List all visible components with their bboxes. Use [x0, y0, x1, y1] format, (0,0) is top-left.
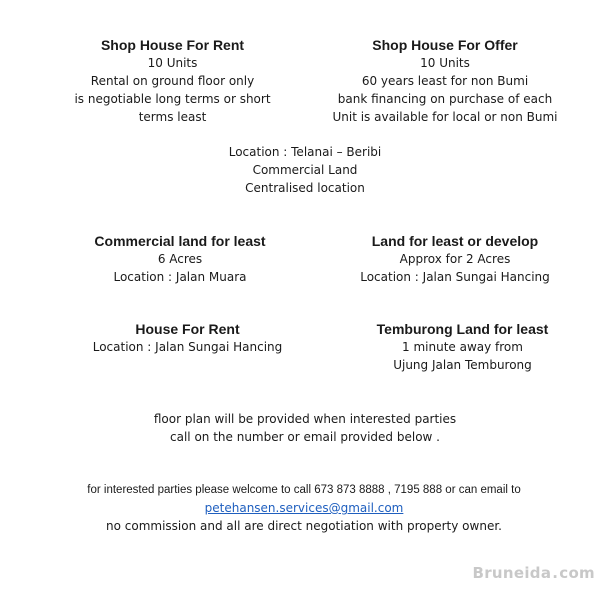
listing-heading: Land for least or develop: [371, 233, 539, 249]
listing-line: Approx for 2 Acres: [399, 252, 511, 266]
listing-land-develop: [340, 232, 570, 286]
listing-heading: Shop House For Rent: [100, 37, 245, 53]
listing-commercial-land: [80, 232, 280, 286]
contact-intro: for interested parties please welcome to call 673 873 8888 , 7195 888 or can email to: [87, 484, 521, 496]
listing-heading: Temburong Land for least: [376, 321, 549, 337]
watermark-tld: com: [559, 564, 595, 582]
listing-temburong-land: [345, 320, 580, 374]
listing-line: Location : Jalan Muara: [113, 270, 247, 284]
listing-line: 10 Units: [147, 56, 198, 70]
listing-line: Rental on ground floor only: [90, 74, 255, 88]
watermark-separator: .: [552, 564, 559, 582]
listing-line: 1 minute away from: [402, 340, 523, 354]
location-line: Location : Telanai – Beribi: [228, 145, 382, 159]
listing-heading: Commercial land for least: [94, 233, 266, 249]
listing-heading: Shop House For Offer: [372, 37, 518, 53]
listing-house-rent: [75, 320, 300, 356]
listing-line: Unit is available for local or non Bumi: [332, 110, 558, 124]
floor-plan-note: [130, 410, 480, 446]
listing-line: Location : Jalan Sungai Hancing: [360, 270, 550, 284]
bruneida-watermark: [473, 564, 596, 582]
location-telanai-beribi: [190, 143, 420, 197]
contact-email-row: [44, 499, 564, 517]
contact-closing: no commission and all are direct negotiation with property owner.: [106, 519, 502, 533]
watermark-name: Bruneida: [472, 564, 552, 582]
listing-line: terms least: [138, 110, 207, 124]
listing-shop-house-rent: [60, 36, 285, 126]
listing-line: is negotiable long terms or short: [74, 92, 271, 106]
listing-shop-house-offer: [320, 36, 570, 126]
listing-line: Ujung Jalan Temburong: [393, 358, 532, 372]
location-line: Commercial Land: [252, 163, 358, 177]
note-line: floor plan will be provided when interested parties: [153, 412, 457, 426]
listing-heading: House For Rent: [135, 321, 240, 337]
contact-info: [44, 481, 564, 535]
listing-line: Location : Jalan Sungai Hancing: [92, 340, 283, 354]
listing-line: 10 Units: [420, 56, 470, 70]
listing-line: bank financing on purchase of each: [337, 92, 553, 106]
note-line: call on the number or email provided below .: [170, 430, 440, 444]
email-link[interactable]: petehansen.services@gmail.com: [204, 501, 404, 515]
listing-line: 6 Acres: [157, 252, 203, 266]
location-line: Centralised location: [245, 181, 365, 195]
listing-line: 60 years least for non Bumi: [361, 74, 529, 88]
